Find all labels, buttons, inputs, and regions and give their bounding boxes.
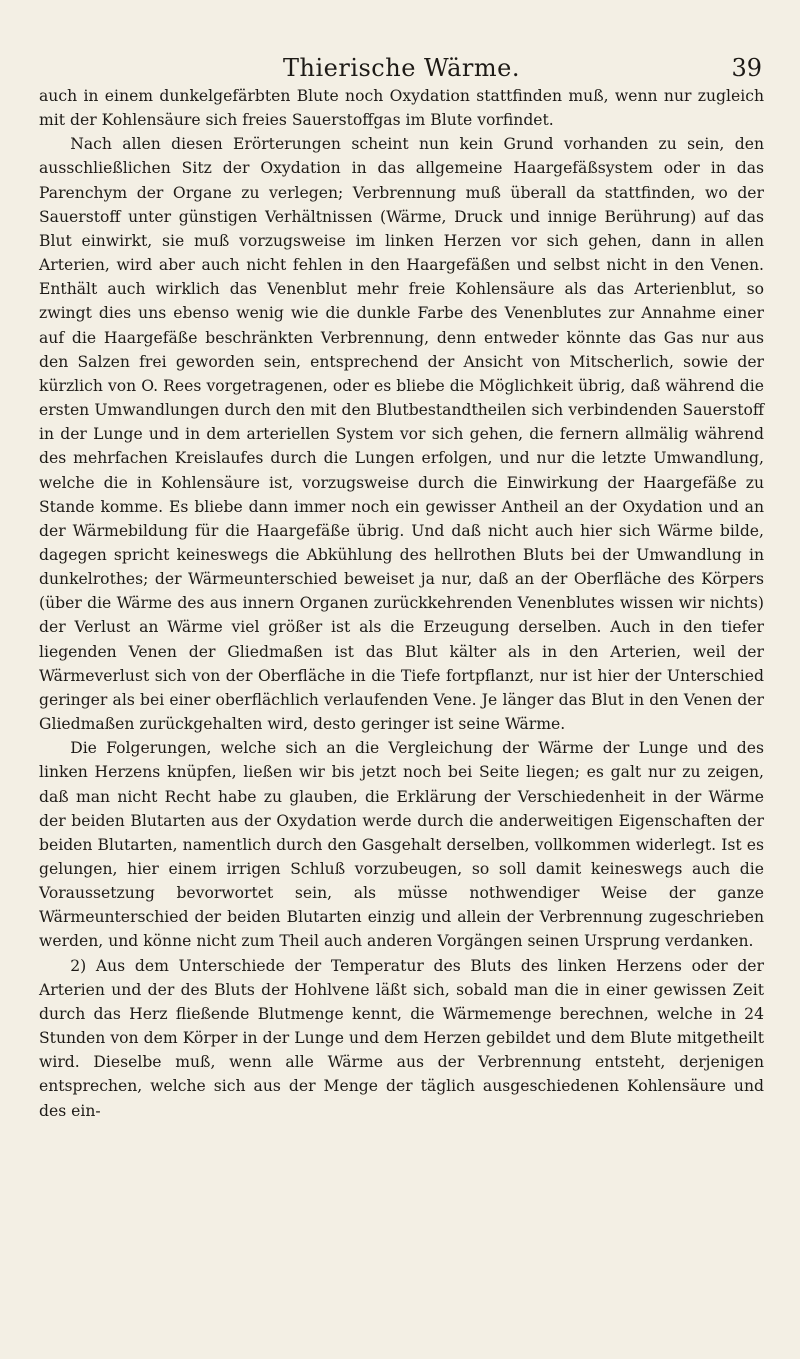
paragraph-2: Nach allen diesen Erörterungen scheint nun kein Grund vorhanden zu sein, den ausschließlichen Sitz der Oxydation in das allgemeine Haargefäßsystem oder in das Parenchym der Organe zu verlegen; Verbrennung muß überall da stattfinden, wo der Sauerstoff unter günstigen Verhältnissen (Wärme, Druck und innige Berührung) auf das Blut einwirkt, sie muß vorzugsweise im linken Herzen vor sich gehen, dann in allen Arterien, wird aber auch nicht fehlen in den Haargefäßen und selbst nicht in den Venen. Enthält auch wirklich das Venenblut mehr freie Kohlensäure als das Arterienblut, so zwingt dies uns ebenso wenig wie die dunkle Farbe des Venenblutes zur Annahme einer auf die Haargefäße beschränkten Verbrennung, denn entweder könnte das Gas nur aus den Salzen frei geworden sein, entsprechend der Ansicht von Mitscherlich, sowie der kürzlich von O. Rees vorgetragenen, oder es bliebe die Möglichkeit übrig, daß während die ersten Umwandlungen durch den mit den Blutbestandtheilen sich verbindenden Sauerstoff in der Lunge und in dem arteriellen System vor sich gehen, die fernern allmälig während des mehrfachen Kreislaufes durch die Lungen erfolgen, und nur die letzte Umwandlung, welche die in Kohlensäure ist, vorzugsweise durch die Einwirkung der Haargefäße zu Stande komme. Es bliebe dann immer noch ein gewisser Antheil an der Oxydation und an der Wärmebildung für die Haargefäße übrig. Und daß nicht auch hier sich Wärme bilde, dagegen spricht keineswegs die Abkühlung des hellrothen Bluts bei der Umwandlung in dunkelrothes; der Wärmeunterschied beweiset ja nur, daß an der Oberfläche des Körpers (über die Wärme des aus innern Organen zurückkehrenden Venenblutes wissen wir nichts) der Verlust an Wärme viel größer ist als die Erzeugung derselben. Auch in den tiefer liegenden Venen der Gliedmaßen ist das Blut kälter als in den Arterien, weil der Wärmeverlust sich von der Oberfläche in die Tiefe fortpflanzt, nur ist hier der Unterschied geringer als bei einer oberflächlich verlaufenden Vene. Je länger das Blut in den Venen der Gliedmaßen zurückgehalten wird, desto geringer ist seine Wärme.	[39, 135, 764, 734]
paragraph-3: Die Folgerungen, welche sich an die Vergleichung der Wärme der Lunge und des linken Herzens knüpfen, ließen wir bis jetzt noch bei Seite liegen; es galt nur zu zeigen, daß man nicht Recht habe zu glauben, die Erklärung der Verschiedenheit in der Wärme der beiden Blutarten aus der Oxydation werde durch die anderweitigen Eigenschaften der beiden Blutarten, namentlich durch den Gasgehalt derselben, vollkommen widerlegt. Ist es gelungen, hier einem irrigen Schluß vorzubeugen, so soll damit keineswegs auch die Voraussetzung bevorwortet sein, als müsse nothwendiger Weise der ganze Wärmeunterschied der beiden Blutarten einzig und allein der Verbrennung zugeschrieben werden, und könne nicht zum Theil auch anderen Vorgängen seinen Ursprung verdanken.	[39, 739, 764, 951]
running-title: Thierische Wärme.	[283, 54, 520, 82]
page-header	[39, 40, 764, 84]
body-text	[39, 84, 764, 1123]
paragraph-1: auch in einem dunkelgefärbten Blute noch Oxydation stattfinden muß, wenn nur zugleich mit der Kohlensäure sich freies Sauerstoffgas im Blute vorfindet.	[39, 87, 764, 130]
paragraph-4: 2) Aus dem Unterschiede der Temperatur des Bluts des linken Herzens oder der Arterien und der des Bluts der Hohlvene läßt sich, sobald man die in einer gewissen Zeit durch das Herz fließende Blutmenge kennt, die Wärmemenge berechnen, welche in 24 Stunden von dem Körper in der Lunge und dem Herzen gebildet und dem Blute mitgetheilt wird. Dieselbe muß, wenn alle Wärme aus der Verbrennung entsteht, derjenigen entsprechen, welche sich aus der Menge der täglich ausgeschiedenen Kohlensäure und des ein-	[39, 956, 764, 1120]
page-number: 39	[731, 54, 762, 82]
